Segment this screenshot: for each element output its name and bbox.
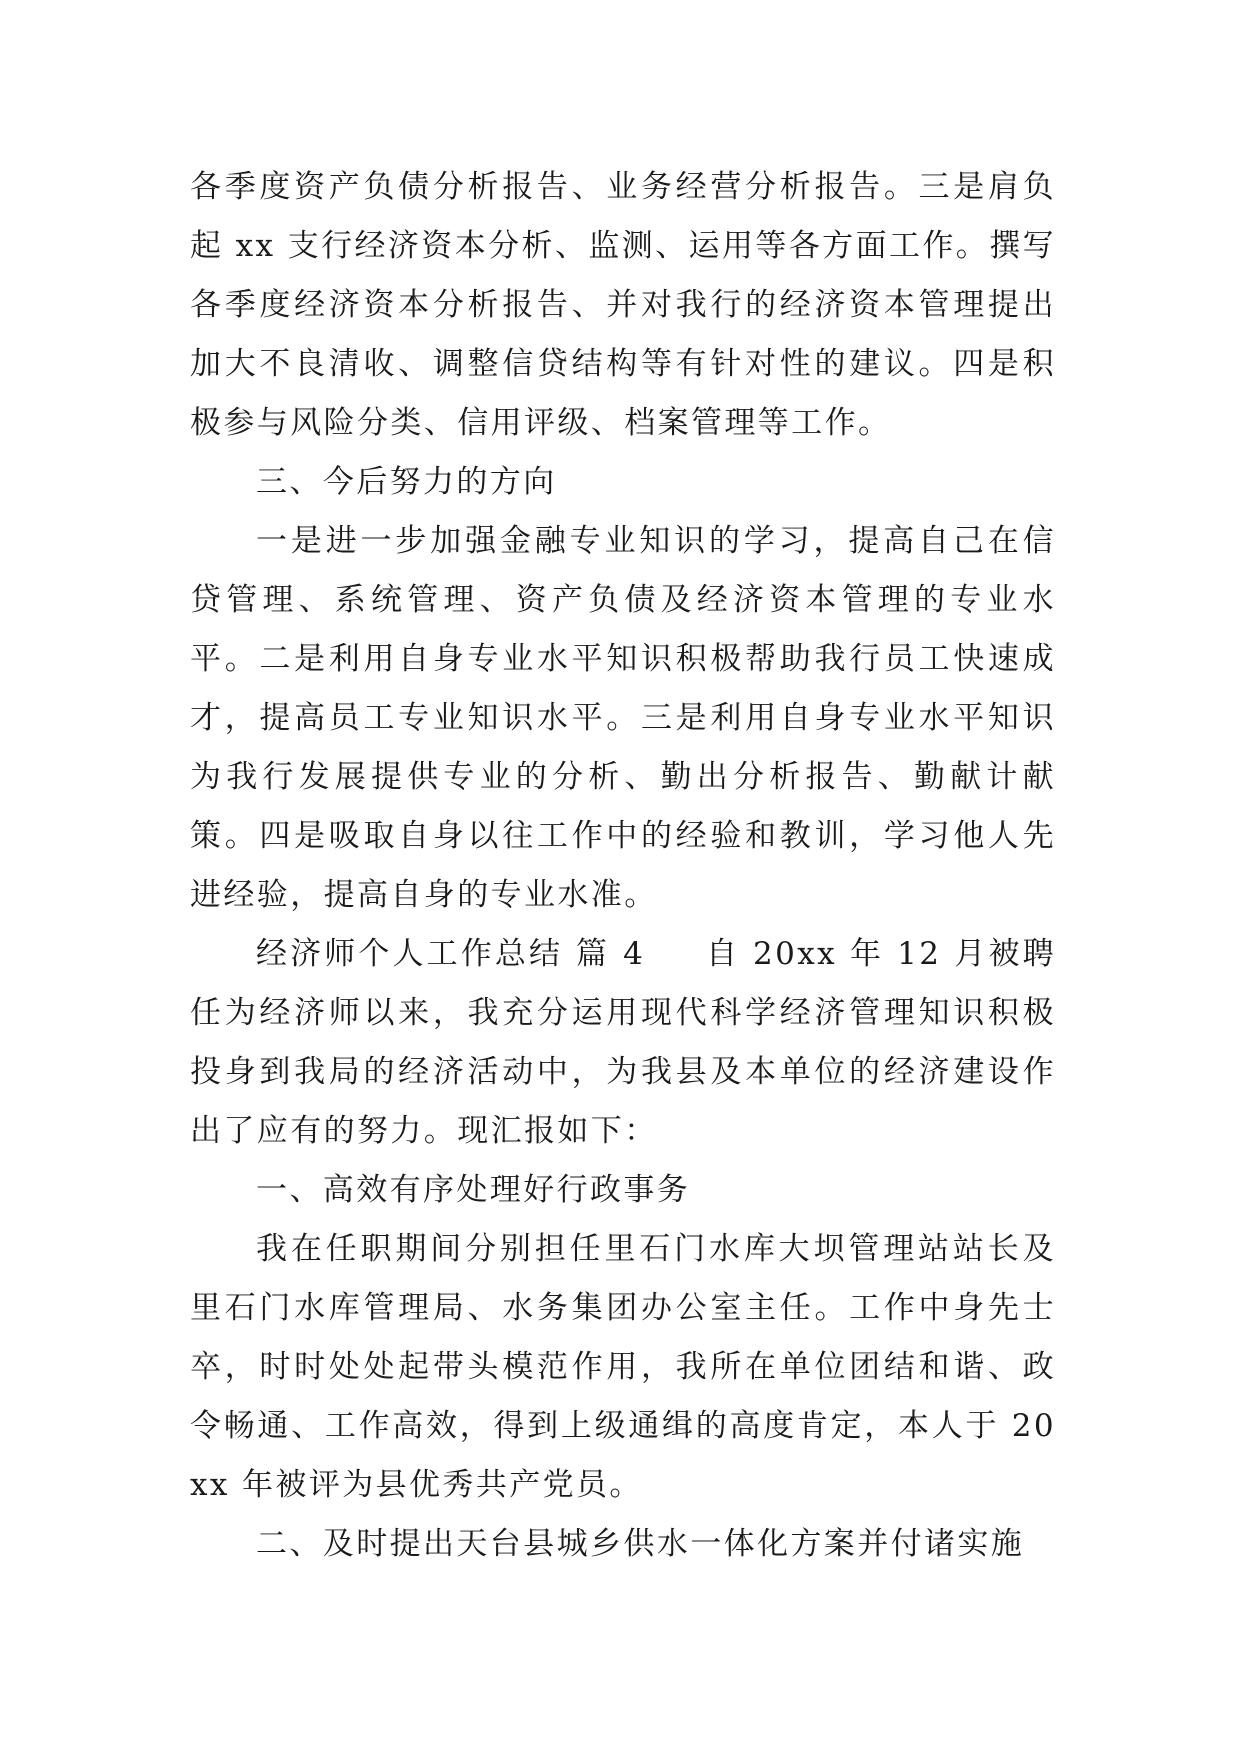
section-4-title: 经济师个人工作总结 篇 4 (256, 936, 646, 972)
paragraph-continuation: 各季度资产负债分析报告、业务经营分析报告。三是肩负起 xx 支行经济资本分析、监测、运用等各方面工作。撰写各季度经济资本分析报告、并对我行的经济资本管理提出加大不良清收、调整信贷结构等有针对性的建议。四是积极参与风险分类、信用评级、档案管理等工作。 (190, 169, 1056, 441)
heading-future-direction: 三、今后努力的方向 (256, 464, 557, 500)
paragraph-section-4-intro (190, 925, 1056, 1161)
document-body (190, 158, 1056, 1574)
heading-administrative-affairs: 一、高效有序处理好行政事务 (256, 1172, 691, 1208)
paragraph-administrative-affairs: 我在任职期间分别担任里石门水库大坝管理站站长及里石门水库管理局、水务集团办公室主任。工作中身先士卒，时时处处起带头模范作用，我所在单位团结和谐、政令畅通、工作高效，得到上级通缉的高度肯定，本人于 20xx 年被评为县优秀共产党员。 (190, 1231, 1056, 1503)
section-4-text: 自 20xx 年 12 月被聘任为经济师以来，我充分运用现代科学经济管理知识积极投身到我局的经济活动中，为我县及本单位的经济建设作出了应有的努力。现汇报如下： (190, 936, 1056, 1149)
paragraph-future-plans: 一是进一步加强金融专业知识的学习，提高自己在信贷管理、系统管理、资产负债及经济资本管理的专业水平。二是利用自身专业水平知识积极帮助我行员工快速成才，提高员工专业知识水平。三是利用自身专业水平知识为我行发展提供专业的分析、勤出分析报告、勤献计献策。四是吸取自身以往工作中的经验和教训，学习他人先进经验，提高自身的专业水准。 (190, 523, 1056, 913)
heading-water-supply-plan: 二、及时提出天台县城乡供水一体化方案并付诸实施 (256, 1526, 1025, 1562)
